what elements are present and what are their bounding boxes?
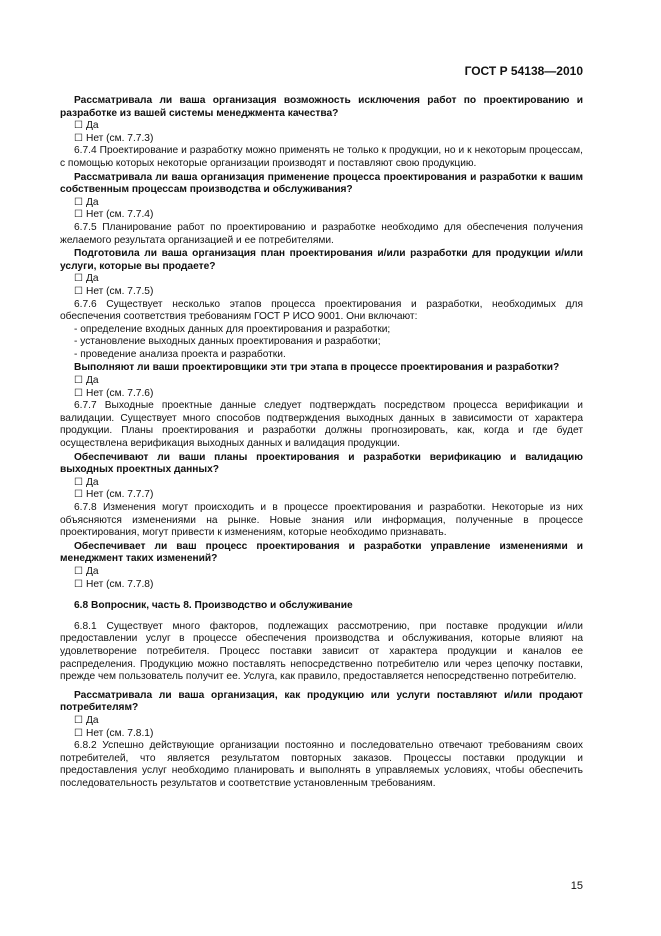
answer-option: ☐ Нет (см. 7.7.4) [74, 209, 154, 221]
page-number: 15 [570, 880, 583, 892]
answer-option: ☐ Нет (см. 7.7.3) [74, 132, 154, 144]
answer-option: ☐ Нет (см. 7.7.7) [74, 489, 154, 501]
answer-option: ☐ Да [74, 120, 99, 132]
question: Обеспечивает ли ваш процесс проектирования и разработки управление изменениями и менеджмент таких изменений? [60, 540, 583, 565]
answer-option: ☐ Да [74, 273, 99, 285]
answer-option: ☐ Да [74, 476, 99, 488]
answer-option: ☐ Да [74, 714, 99, 726]
paragraph: 6.7.8 Изменения могут происходить и в процессе проектирования и разработки. Некоторые из них объясняются изменениями на рынке. Новые знания или информация, полученные в процессе проектирования, могут привести к изменениям, которые необходимо признавать. [60, 502, 583, 539]
section-heading: 6.8 Вопросник, часть 8. Производство и обслуживание [74, 600, 353, 612]
question: Рассматривала ли ваша организация, как продукцию или услуги поставляют и/или продают потребителям? [60, 689, 583, 714]
list-item: - определение входных данных для проектирования и разработки; [74, 323, 391, 335]
paragraph: 6.7.7 Выходные проектные данные следует подтверждать посредством процесса верификации и валидации. Существует много способов подтверждения выходных данных в зависимости от характера продукции. Планы проектирования и разработки должны прогнозировать, как, когда и где будет осуществлена верификация выходных данных и валидация продукции. [60, 400, 583, 450]
paragraph: 6.7.6 Существует несколько этапов процесса проектирования и разработки, необходимых для обеспечения соответствия требованиям ГОСТ Р ИСО 9001. Они включают: [60, 298, 583, 323]
question: Подготовила ли ваша организация план проектирования и/или разработки для продукции и/или услуги, которые вы продаете? [60, 248, 583, 272]
answer-option: ☐ Да [74, 375, 99, 387]
paragraph: 6.8.2 Успешно действующие организации постоянно и последовательно отвечают требованиям своих потребителей, что является результатом повторных заказов. Процессы поставки продукции и предоставления услуг необходимо планировать и выполнять в управляемых условиях, чтобы обеспечить последовательность результатов и соответствие установленным требованиям. [60, 740, 583, 789]
answer-option: ☐ Нет (см. 7.7.5) [74, 285, 154, 297]
question: Обеспечивают ли ваши планы проектирования и разработки верификацию и валидацию выходных проектных данных? [60, 451, 583, 476]
list-item: - проведение анализа проекта и разработки. [74, 348, 286, 360]
paragraph: 6.7.4 Проектирование и разработку можно применять не только к продукции, но и к некоторым процессам, с помощью которых некоторые организации производят и поставляют свою продукцию. [60, 145, 583, 169]
question: Рассматривала ли ваша организация возможность исключения работ по проектированию и разработке из вашей системы менеджмента качества? [60, 95, 583, 119]
page-content [60, 94, 583, 790]
paragraph: 6.8.1 Существует много факторов, подлежащих рассмотрению, при поставке продукции и/или предоставлении услуг в процессе обеспечения производства и обслуживания, которые влияют на удовлетворение потребителя. Процесс поставки зависит от характера продукции и каналов ее распределения. Продукцию можно поставлять непосредственно потребителю или через цепочку поставки, прежде чем пользователь получит ее. Услуга, как правило, предоставляется непосредственно потребителю. [60, 620, 583, 683]
document-code: ГОСТ Р 54138—2010 [464, 64, 583, 78]
answer-option: ☐ Нет (см. 7.7.8) [74, 578, 154, 590]
answer-option: ☐ Да [74, 565, 99, 577]
question: Рассматривала ли ваша организация применение процесса проектирования и разработки к вашим собственным процессам производства и обслуживания? [60, 171, 583, 196]
paragraph: 6.7.5 Планирование работ по проектированию и разработке необходимо для обеспечения получения желаемого результата организацией и ее потребителями. [60, 221, 583, 246]
answer-option: ☐ Нет (см. 7.8.1) [74, 727, 154, 739]
list-item: - установление выходных данных проектирования и разработки; [74, 336, 381, 348]
answer-option: ☐ Да [74, 196, 99, 208]
answer-option: ☐ Нет (см. 7.7.6) [74, 387, 154, 399]
question: Выполняют ли ваши проектировщики эти три этапа в процессе проектирования и разработки? [74, 362, 560, 374]
